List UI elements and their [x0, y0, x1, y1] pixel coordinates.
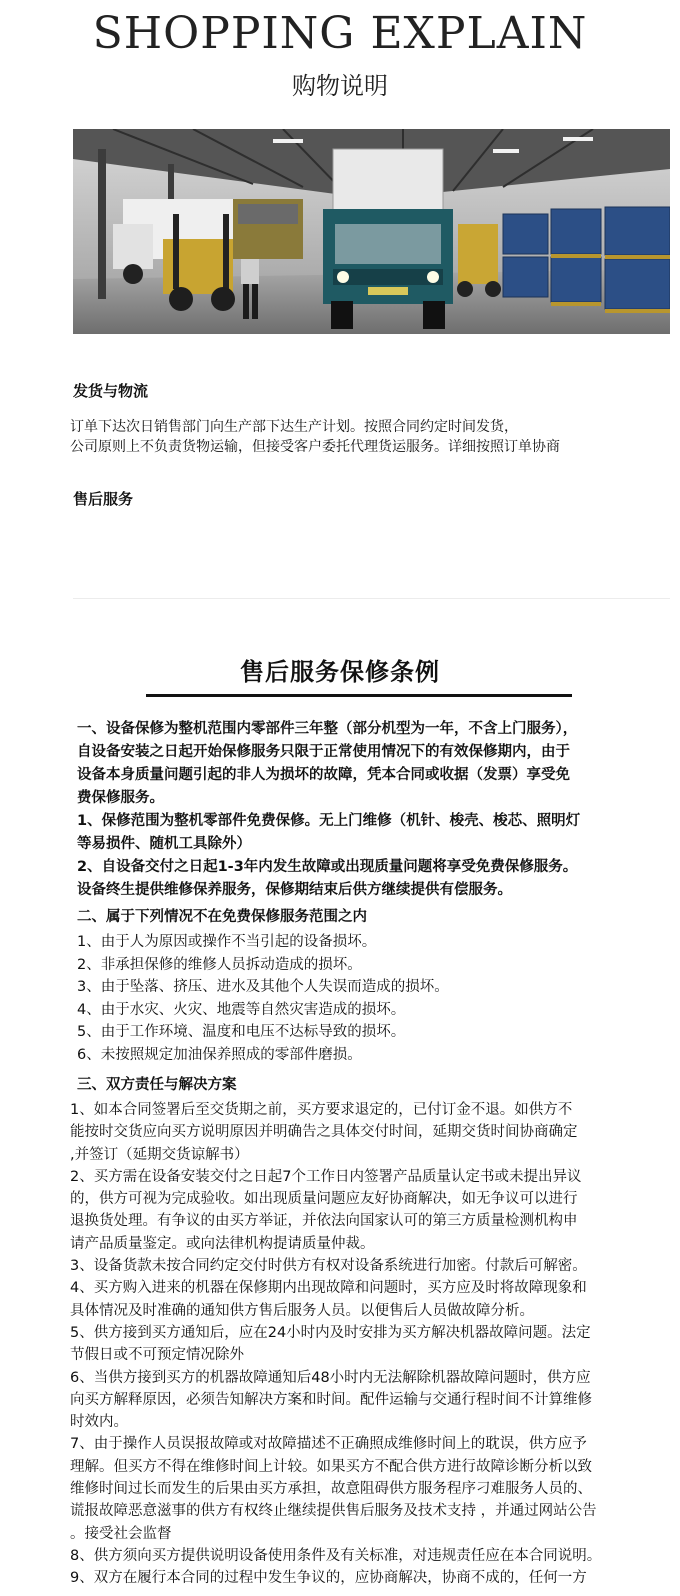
list-line: 3、设备货款未按合同约定交付时供方有权对设备系统进行加密。付款后可解密。 — [70, 1258, 587, 1275]
list-item: 1、由于人为原因或操作不当引起的设备损坏。 — [77, 934, 377, 950]
shipping-line: 公司原则上不负责货物运输，但接受客户委托代理货运服务。详细按照订单协商 — [70, 439, 560, 455]
list-line: 谎报故障恶意滋事的供方有权终止继续提供售后服务及技术支持 ，并通过网站公告 — [70, 1503, 597, 1520]
list-item: 6、未按照规定加油保养照成的零部件磨损。 — [77, 1046, 362, 1063]
warranty-line: 等易损件、随机工具除外） — [77, 836, 251, 852]
list-line: 退换货处理。有争议的由买方举证，并依法向国家认可的第三方质量检测机构申 — [70, 1213, 578, 1230]
list-line: 7、由于操作人员误报故障或对故障描述不正确照成维修时间上的耽误，供方应予 — [70, 1436, 587, 1453]
list-item: 3、由于坠落、挤压、进水及其他个人失误而造成的损坏。 — [77, 979, 449, 995]
warranty-line: 自设备安装之日起开始保修服务只限于正常使用情况下的有效保修期内，由于 — [77, 744, 570, 760]
after-sales-heading: 售后服务 — [73, 490, 134, 508]
exclusions-list — [77, 931, 449, 1066]
title-underline — [146, 694, 572, 697]
shipping-heading: 发货与物流 — [73, 382, 149, 400]
list-line: ,并签订（延期交货谅解书） — [70, 1146, 249, 1163]
list-line: 2、买方需在设备安装交付之日起7个工作日内签署产品质量认定书或未提出异议 — [70, 1168, 582, 1185]
section-divider — [73, 598, 670, 599]
list-line: 请产品质量鉴定。或向法律机构提请质量仲裁。 — [70, 1235, 375, 1252]
list-line: 节假日或不可预定情况除外 — [70, 1347, 244, 1364]
warranty-title: 售后服务保修条例 — [240, 658, 440, 686]
warranty-line: 设备终生提供维修保养服务，保修期结束后供方继续提供有偿服务。 — [77, 882, 512, 898]
list-line: 维修时间过长而发生的后果由买方承担，故意阻碍供方服务程序刁难服务人员的、 — [70, 1481, 592, 1498]
list-line: 。接受社会监督 — [70, 1525, 172, 1542]
warranty-line: 费保修服务。 — [77, 790, 164, 806]
list-item: 5、由于工作环境、温度和电压不达标导致的损坏。 — [77, 1024, 406, 1040]
list-line: 的，供方可视为完成验收。如出现质量问题应友好协商解决，如无争议可以进行 — [70, 1191, 578, 1208]
warranty-line: 2、自设备交付之日起1-3年内发生故障或出现质量问题将享受免费保修服务。 — [77, 859, 578, 875]
warranty-line: 1、保修范围为整机零部件免费保修。无上门维修（机针、梭壳、梭芯、照明灯 — [77, 813, 581, 829]
list-line: 1、如本合同签署后至交货期之前，买方要求退定的，已付订金不退。如供方不 — [70, 1102, 573, 1118]
shipping-line: 订单下达次日销售部门向生产部下达生产计划。按照合同约定时间发货， — [70, 419, 518, 435]
warranty-line: 一、设备保修为整机范围内零部件三年整（部分机型为一年，不含上门服务）， — [77, 721, 578, 737]
list-item: 2、非承担保修的维修人员拆动造成的损坏。 — [77, 956, 362, 973]
page-subtitle: 购物说明 — [292, 72, 388, 100]
page-title: SHOPPING EXPLAIN — [92, 8, 588, 59]
list-line: 向买方解释原因，必须告知解决方案和时间。配件运输与交通行程时间不计算维修 — [70, 1391, 592, 1408]
list-line: 5、供方接到买方通知后，应在24小时内及时安排为买方解决机器故障问题。法定 — [70, 1324, 591, 1341]
list-line: 8、供方须向买方提供说明设备使用条件及有关标准，对违规责任应在本合同说明。 — [70, 1547, 602, 1564]
responsibilities-list — [70, 1099, 601, 1590]
list-line: 4、买方购入进来的机器在保修期内出现故障和问题时，买方应及时将故障现象和 — [70, 1280, 587, 1297]
exclusions-heading: 二、属于下列情况不在免费保修服务范围之内 — [77, 909, 367, 925]
warehouse-truck-photo — [73, 129, 670, 334]
list-line: 能按时交货应向买方说明原因并明确告之具体交付时间，延期交货时间协商确定 — [70, 1124, 578, 1141]
list-line: 具体情况及时准确的通知供方售后服务人员。以便售后人员做故障分析。 — [70, 1302, 534, 1319]
list-line: 时效内。 — [70, 1414, 128, 1431]
list-line: 理解。但买方不得在维修时间上计较。如果买方不配合供方进行故障诊断分析以致 — [70, 1458, 592, 1475]
list-line: 9、双方在履行本合同的过程中发生争议的，应协商解决，协商不成的，任何一方 — [70, 1570, 587, 1587]
warranty-line: 设备本身质量问题引起的非人为损坏的故障，凭本合同或收据（发票）享受免 — [77, 767, 570, 783]
responsibilities-heading: 三、双方责任与解决方案 — [77, 1077, 237, 1093]
list-item: 4、由于水灾、火灾、地震等自然灾害造成的损坏。 — [77, 1001, 406, 1018]
list-line: 6、当供方接到买方的机器故障通知后48小时内无法解除机器故障问题时，供方应 — [70, 1369, 591, 1386]
warranty-section-1 — [77, 718, 580, 902]
